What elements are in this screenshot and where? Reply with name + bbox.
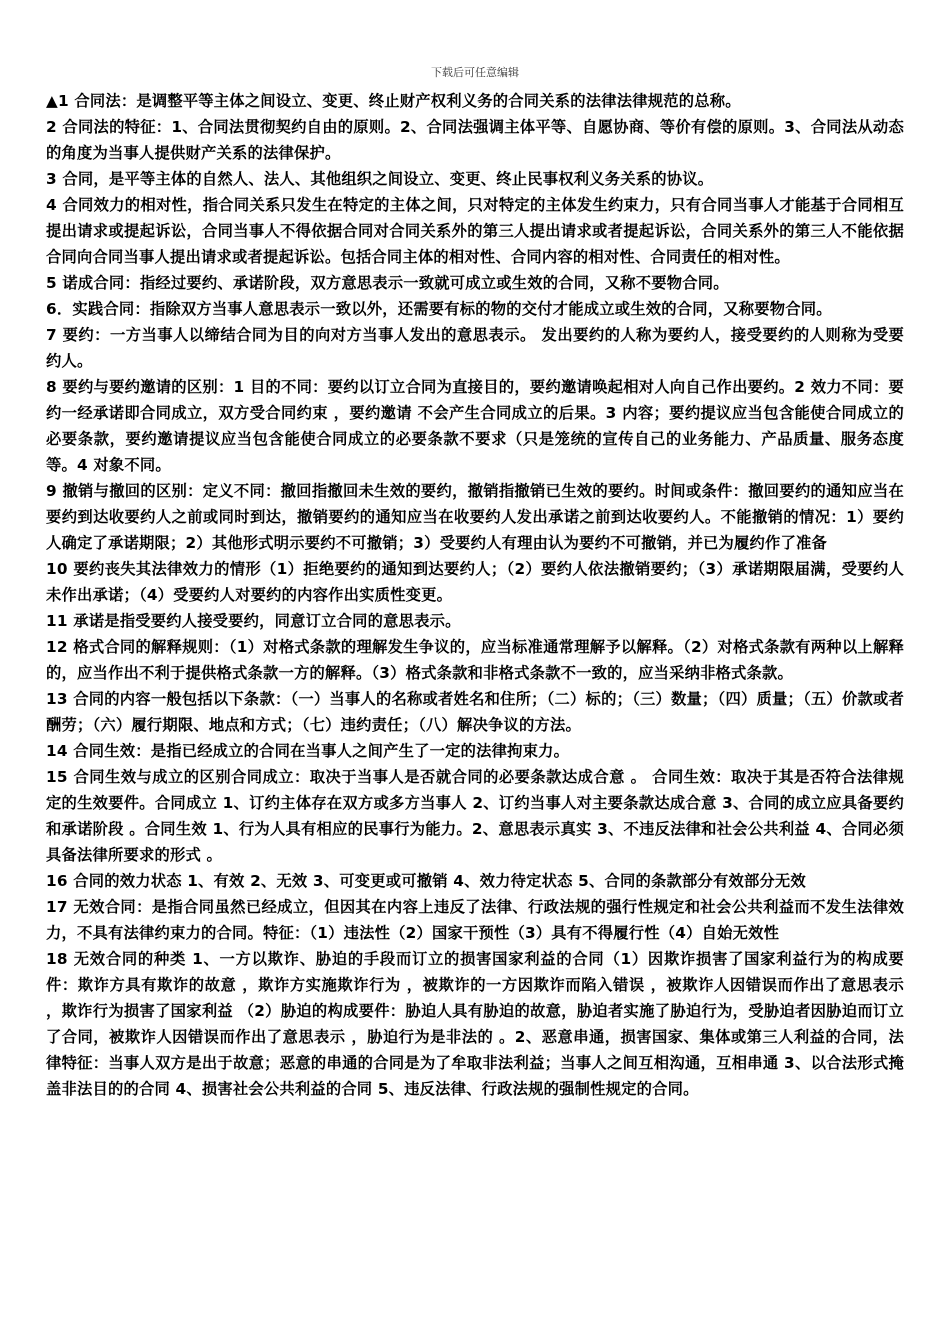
paragraph-8: 8 要约与要约邀请的区别：1 目的不同：要约以订立合同为直接目的，要约邀请唤起相对人向自己作出要约。2 效力不同：要约一经承诺即合同成立，双方受合同约束 ，要约邀请 不会产生合同成立的后果。3 内容；要约提议应当包含能使合同成立的必要条款，要约邀请提议应当包含能使合同成立的必要条款不要求（只是笼统的宣传自己的业务能力、产品质量、服务态度等。4 对象不同。 <box>46 378 904 474</box>
paragraph-15: 15 合同生效与成立的区别合同成立：取决于当事人是否就合同的必要条款达成合意 。 合同生效：取决于其是否符合法律规定的生效要件。合同成立 1、订约主体存在双方或多方当事人 2、订约当事人对主要条款达成合意 3、合同的成立应具备要约和承诺阶段 。合同生效 1、行为人具有相应的民事行为能力。2、意思表示真实 3、不违反法律和社会公共利益 4、合同必须具备法律所要求的形式 。 <box>46 768 904 864</box>
paragraph-1: ▲1 合同法：是调整平等主体之间设立、变更、终止财产权利义务的合同关系的法律法律规范的总称。 <box>46 92 741 110</box>
page-header: 下载后可任意编辑 <box>431 66 519 79</box>
paragraph-18: 18 无效合同的种类 1、一方以欺诈、胁迫的手段而订立的损害国家利益的合同（1）因欺诈损害了国家利益行为的构成要件：欺诈方具有欺诈的故意 ，欺诈方实施欺诈行为 ，被欺诈的一方因欺诈而陷入错误 ，被欺诈人因错误而作出了意思表示 ，欺诈行为损害了国家利益 （2）胁迫的构成要件：胁迫人具有胁迫的故意，胁迫者实施了胁迫行为，受胁迫者因胁迫而订立了合同，被欺诈人因错误而作出了意思表示 ，胁迫行为是非法的 。2、恶意串通，损害国家、集体或第三人利益的合同，法律特征：当事人双方是出于故意；恶意的串通的合同是为了牟取非法利益；当事人之间互相沟通，互相串通 3、以合法形式掩盖非法目的的合同 4、损害社会公共利益的合同 5、违反法律、行政法规的强制性规定的合同。 <box>46 950 904 1098</box>
paragraph-12: 12 格式合同的解释规则：（1）对格式条款的理解发生争议的，应当标准通常理解予以解释。（2）对格式条款有两种以上解释的，应当作出不利于提供格式条款一方的解释。（3）格式条款和非格式条款不一致的，应当采纳非格式条款。 <box>46 638 904 682</box>
paragraph-13: 13 合同的内容一般包括以下条款：（一）当事人的名称或者姓名和住所；（二）标的；（三）数量；（四）质量；（五）价款或者酬劳；（六）履行期限、地点和方式；（七）违约责任；（八）解决争议的方法。 <box>46 690 904 734</box>
paragraph-17: 17 无效合同：是指合同虽然已经成立，但因其在内容上违反了法律、行政法规的强行性规定和社会公共利益而不发生法律效力，不具有法律约束力的合同。特征：（1）违法性（2）国家干预性（3）具有不得履行性（4）自始无效性 <box>46 898 904 942</box>
paragraph-2: 2 合同法的特征：1、合同法贯彻契约自由的原则。2、合同法强调主体平等、自愿协商、等价有偿的原则。3、合同法从动态的角度为当事人提供财产关系的法律保护。 <box>46 118 904 162</box>
paragraph-6: 6．实践合同：指除双方当事人意思表示一致以外，还需要有标的物的交付才能成立或生效的合同，又称要物合同。 <box>46 300 832 318</box>
paragraph-9: 9 撤销与撤回的区别：定义不同：撤回指撤回未生效的要约，撤销指撤销已生效的要约。时间或条件：撤回要约的通知应当在要约到达收要约人之前或同时到达，撤销要约的通知应当在收要约人发出承诺之前到达收要约人。不能撤销的情况：1）要约人确定了承诺期限；2）其他形式明示要约不可撤销；3）受要约人有理由认为要约不可撤销，并已为履约作了准备 <box>46 482 904 552</box>
paragraph-5: 5 诺成合同：指经过要约、承诺阶段，双方意思表示一致就可成立或生效的合同，又称不要物合同。 <box>46 274 729 292</box>
paragraph-4: 4 合同效力的相对性，指合同关系只发生在特定的主体之间，只对特定的主体发生约束力，只有合同当事人才能基于合同相互提出请求或提起诉讼，合同当事人不得依据合同对合同关系外的第三人提出请求或者提起诉讼，合同关系外的第三人不能依据合同向合同当事人提出请求或者提起诉讼。包括合同主体的相对性、合同内容的相对性、合同责任的相对性。 <box>46 196 904 266</box>
paragraph-3: 3 合同，是平等主体的自然人、法人、其他组织之间设立、变更、终止民事权利义务关系的协议。 <box>46 170 714 188</box>
paragraph-16: 16 合同的效力状态 1、有效 2、无效 3、可变更或可撤销 4、效力待定状态 5、合同的条款部分有效部分无效 <box>46 872 806 890</box>
document-body <box>46 88 904 1102</box>
paragraph-10: 10 要约丧失其法律效力的情形（1）拒绝要约的通知到达要约人；（2）要约人依法撤销要约；（3）承诺期限届满，受要约人未作出承诺；（4）受要约人对要约的内容作出实质性变更。 <box>46 560 904 604</box>
paragraph-7: 7 要约：一方当事人以缔结合同为目的向对方当事人发出的意思表示。 发出要约的人称为要约人，接受要约的人则称为受要约人。 <box>46 326 904 370</box>
paragraph-11: 11 承诺是指受要约人接受要约，同意订立合同的意思表示。 <box>46 612 461 630</box>
paragraph-14: 14 合同生效：是指已经成立的合同在当事人之间产生了一定的法律拘束力。 <box>46 742 570 760</box>
